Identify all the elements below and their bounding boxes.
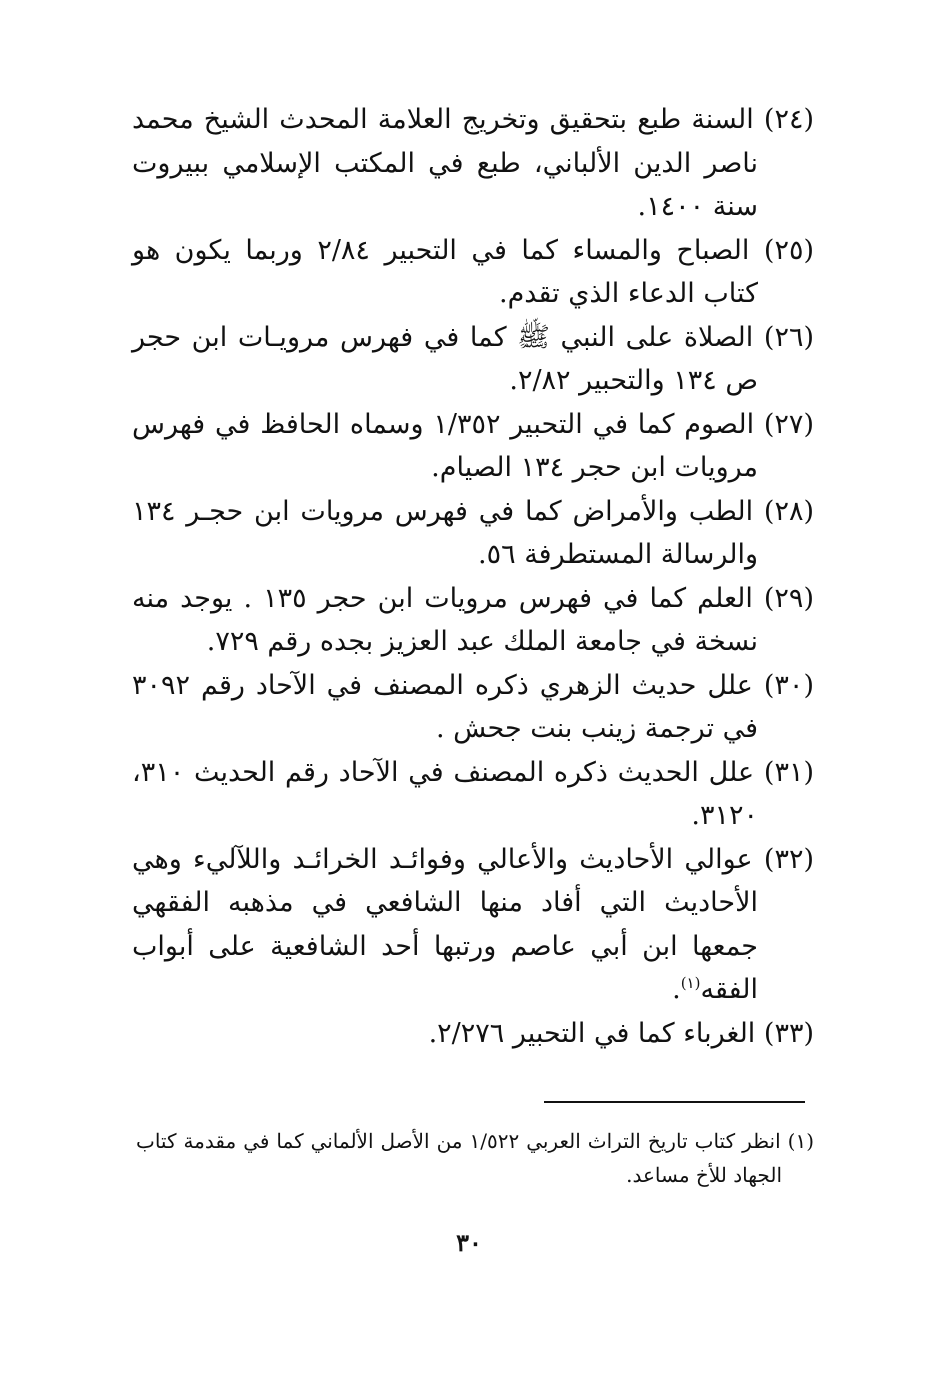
entry-29 xyxy=(132,577,814,664)
entry-number: (٣١) xyxy=(763,756,814,788)
entry-text: العلم كما في فهرس مرويات ابن حجر ١٣٥ . يوجد منه نسخة في جامعة الملك عبد العزيز بجده رقم ٧٢٩. xyxy=(132,582,758,657)
footnote-number: (١) xyxy=(787,1129,814,1153)
page-number: ٣٠ xyxy=(456,1228,482,1257)
entry-text: علل الحديث ذكره المصنف في الآحاد رقم الحديث ٣١٠، ٣١٢٠. xyxy=(132,756,758,831)
footnote-reference: (١) xyxy=(680,974,701,992)
footnote-separator xyxy=(544,1101,805,1103)
entry-text: عوالي الأحاديث والأعالي وفوائـد الخرائـد واللآليء وهي الأحاديث التي أفاد منها الشافعي في مذهبه الفقهي جمعها ابن أبي عاصم ورتبها أحد الشافعية على أبواب الفقه xyxy=(132,843,758,1005)
entry-number: (٢٤) xyxy=(763,104,814,135)
entry-number: (٢٩) xyxy=(763,582,814,614)
entry-number: (٢٥) xyxy=(763,234,814,266)
entry-33 xyxy=(132,1012,814,1056)
footnote-1 xyxy=(136,1124,814,1192)
entry-number: (٢٦) xyxy=(763,321,815,353)
entry-30 xyxy=(132,664,814,751)
entry-number: (٢٧) xyxy=(763,408,814,440)
entry-24 xyxy=(132,98,814,229)
entry-28 xyxy=(132,490,814,577)
entry-27 xyxy=(132,403,814,490)
footnote-text: انظر كتاب تاريخ التراث العربي ١/٥٢٢ من الأصل الألماني كما في مقدمة كتاب الجهاد للأخ مساعد. xyxy=(136,1129,782,1187)
entry-text: الصوم كما في التحبير ١/٣٥٢ وسماه الحافظ في فهرس مرويات ابن حجر ١٣٤ الصيام. xyxy=(132,408,758,483)
entry-25 xyxy=(132,229,814,316)
entry-number: (٣٢) xyxy=(763,843,814,875)
entry-text: السنة طبع بتحقيق وتخريج العلامة المحدث الشيخ محمد ناصر الدين الألباني، طبع في المكتب الإسلامي ببيروت سنة ١٤٠٠. xyxy=(132,104,758,222)
footnotes xyxy=(136,1124,814,1192)
entry-text: الصباح والمساء كما في التحبير ٢/٨٤ وربما يكون هو كتاب الدعاء الذي تقدم. xyxy=(132,234,758,309)
entry-text-end: . xyxy=(672,974,681,1005)
entry-number: (٢٨) xyxy=(763,495,814,527)
entry-text: الطب والأمراض كما في فهرس مرويات ابن حجـر ١٣٤ والرسالة المستطرفة ٥٦. xyxy=(132,495,758,570)
entry-text: الغرباء كما في التحبير ٢/٢٧٦. xyxy=(428,1017,756,1049)
entries-list xyxy=(132,98,814,1055)
entry-31 xyxy=(132,751,814,838)
entry-32 xyxy=(132,838,814,1012)
entry-number: (٣٣) xyxy=(763,1017,814,1049)
entry-number: (٣٠) xyxy=(763,669,814,701)
entry-26 xyxy=(132,316,814,403)
entry-text: علل حديث الزهري ذكره المصنف في الآحاد رقم ٣٠٩٢ في ترجمة زينب بنت جحش . xyxy=(132,669,758,744)
entry-text: الصلاة على النبي ﷺ كما في فهرس مرويـات ابن حجر ص ١٣٤ والتحبير ٢/٨٢. xyxy=(132,321,758,396)
